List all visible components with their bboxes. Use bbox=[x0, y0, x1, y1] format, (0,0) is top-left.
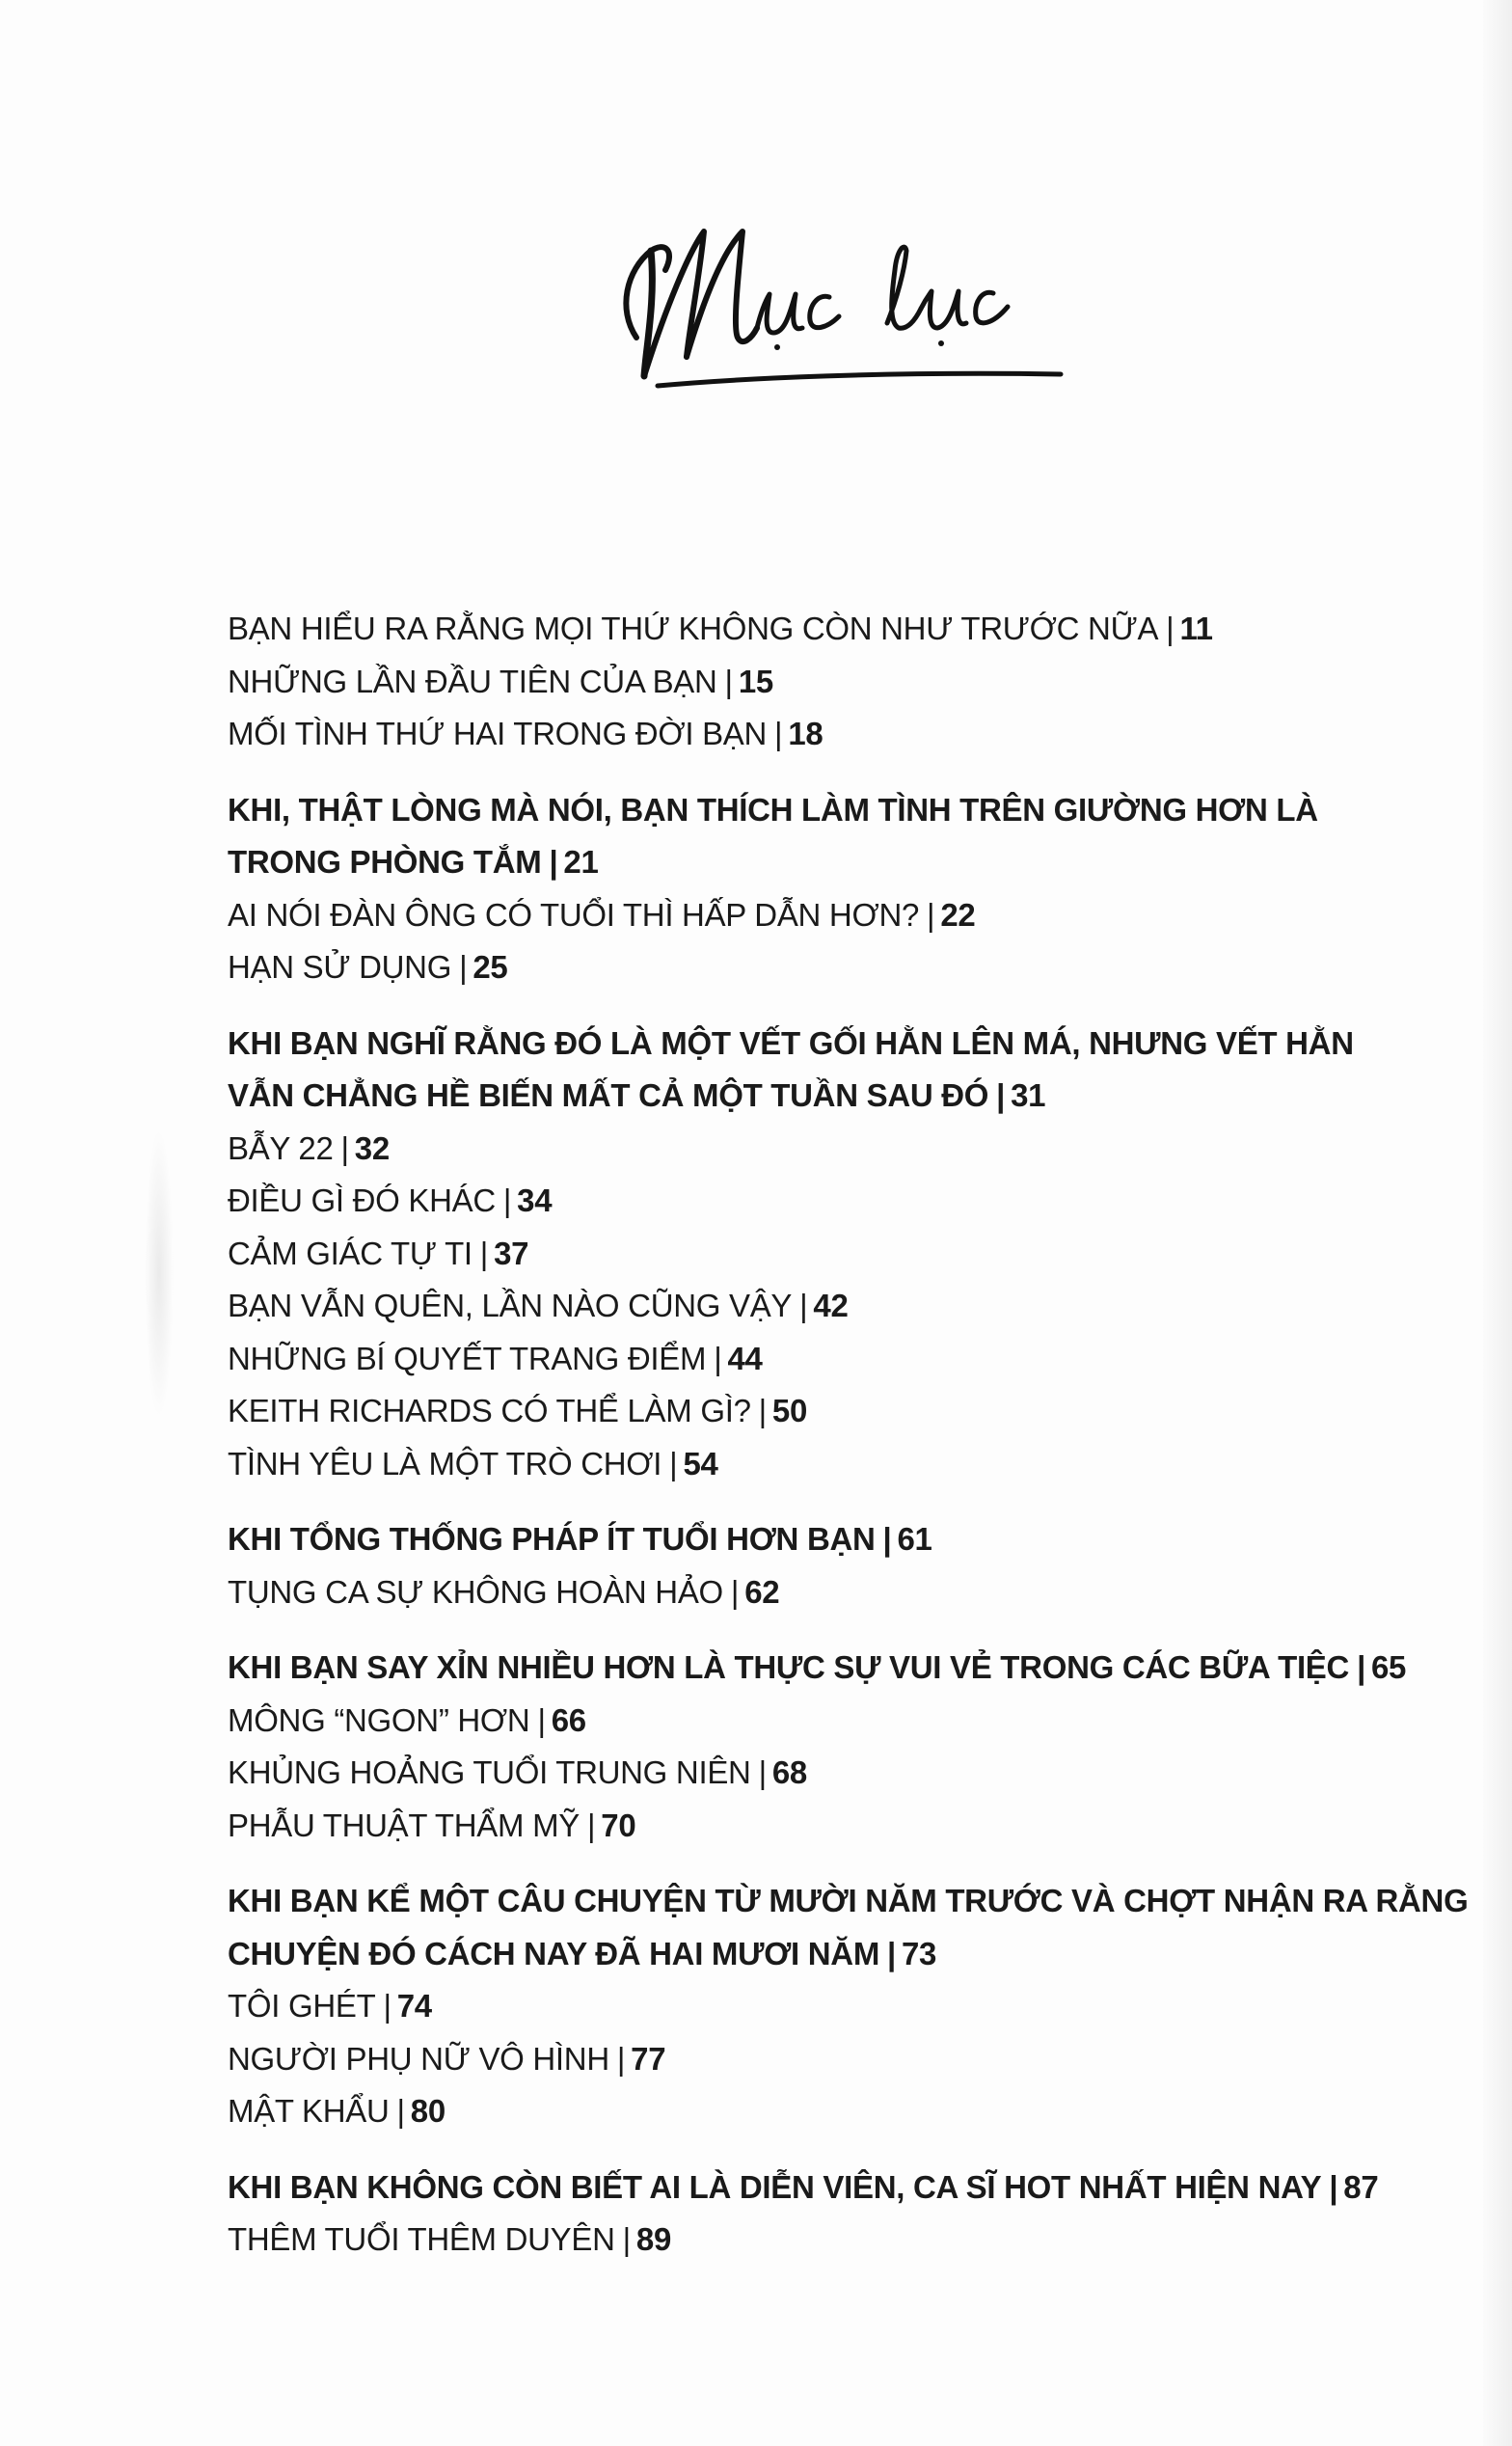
toc-section-title: ĐIỀU GÌ ĐÓ KHÁC bbox=[228, 1182, 496, 1218]
page-heading bbox=[598, 193, 1099, 424]
toc-section-entry bbox=[228, 2033, 1404, 2086]
toc-section-title: BẪY 22 bbox=[228, 1129, 334, 1166]
toc-separator: | bbox=[396, 2093, 405, 2129]
table-of-contents bbox=[228, 603, 1469, 2267]
toc-page-number: 15 bbox=[738, 663, 773, 699]
toc-section-title: NHỮNG BÍ QUYẾT TRANG ĐIỂM bbox=[228, 1340, 707, 1376]
toc-section-entry bbox=[228, 941, 1404, 994]
toc-page-number: 73 bbox=[901, 1935, 937, 1971]
toc-page-number: 42 bbox=[813, 1288, 849, 1323]
toc-separator: | bbox=[340, 1129, 349, 1166]
toc-page-number: 21 bbox=[563, 844, 599, 880]
toc-page-number: 61 bbox=[897, 1521, 932, 1557]
toc-separator: | bbox=[586, 1807, 596, 1843]
toc-chapter-line bbox=[228, 784, 1404, 837]
toc-page-number: 11 bbox=[1179, 611, 1213, 646]
toc-separator: | bbox=[882, 1521, 892, 1557]
toc-separator: | bbox=[887, 1935, 896, 1971]
toc-chapter-line bbox=[228, 1875, 1469, 1928]
toc-section-entry bbox=[228, 889, 1404, 942]
toc-page-number: 65 bbox=[1371, 1649, 1407, 1685]
toc-separator: | bbox=[758, 1393, 767, 1428]
toc-section-title: BẠN VẪN QUÊN, LẦN NÀO CŨNG VẬY bbox=[228, 1288, 793, 1323]
toc-chapter-line bbox=[228, 836, 1404, 889]
toc-section-entry bbox=[228, 603, 1404, 656]
toc-page-number: 87 bbox=[1343, 2168, 1379, 2205]
toc-chapter-title: KHI, THẬT LÒNG MÀ NÓI, BẠN THÍCH LÀM TÌNH TRÊN GIƯỜNG HƠN LÀ bbox=[228, 791, 1318, 828]
toc-chapter-title: KHI BẠN KHÔNG CÒN BIẾT AI LÀ DIỄN VIÊN, CA SĨ HOT NHẤT HIỆN NAY bbox=[228, 2168, 1322, 2205]
toc-section-entry bbox=[228, 1280, 1404, 1333]
toc-page-number: 80 bbox=[410, 2093, 446, 2129]
toc-separator: | bbox=[616, 2040, 626, 2077]
toc-separator: | bbox=[730, 1573, 740, 1610]
toc-separator: | bbox=[479, 1235, 489, 1271]
toc-chapter-line bbox=[228, 1928, 1404, 1981]
toc-chapter-title: CHUYỆN ĐÓ CÁCH NAY ĐÃ HAI MƯƠI NĂM bbox=[228, 1935, 880, 1971]
toc-section-entry bbox=[228, 708, 1404, 761]
toc-section-entry bbox=[228, 1980, 1404, 2033]
toc-chapter-title: KHI TỔNG THỐNG PHÁP ÍT TUỔI HƠN BẠN bbox=[228, 1521, 876, 1557]
toc-separator: | bbox=[669, 1445, 678, 1481]
toc-page-number: 50 bbox=[771, 1393, 808, 1428]
toc-page-number: 31 bbox=[1011, 1077, 1046, 1113]
toc-section-entry bbox=[228, 1333, 1404, 1386]
toc-section-entry bbox=[228, 2214, 1404, 2267]
toc-page-number: 74 bbox=[396, 1988, 432, 2024]
toc-section-entry bbox=[228, 1695, 1404, 1748]
toc-separator: | bbox=[1357, 1649, 1365, 1685]
toc-section-entry bbox=[228, 1438, 1404, 1491]
toc-chapter-title: KHI BẠN KỂ MỘT CÂU CHUYỆN TỪ MƯỜI NĂM TRƯỚC VÀ CHỢT NHẬN RA RẰNG bbox=[228, 1883, 1469, 1918]
toc-separator: | bbox=[1329, 2168, 1338, 2205]
toc-separator: | bbox=[799, 1288, 808, 1323]
toc-section-title: PHẪU THUẬT THẨM MỸ bbox=[228, 1807, 580, 1843]
toc-page-number: 89 bbox=[635, 2221, 672, 2257]
toc-page-number: 68 bbox=[771, 1754, 807, 1790]
toc-page-number: 34 bbox=[517, 1182, 553, 1218]
handwritten-heading-mark bbox=[598, 193, 1099, 424]
toc-section-entry bbox=[228, 1175, 1404, 1228]
toc-page-number: 44 bbox=[727, 1340, 763, 1376]
toc-section-entry bbox=[228, 1123, 1404, 1176]
toc-chapter-title: VẪN CHẲNG HỀ BIẾN MẤT CẢ MỘT TUẦN SAU ĐÓ bbox=[228, 1077, 989, 1113]
toc-page-number: 22 bbox=[940, 896, 976, 933]
toc-separator: | bbox=[549, 844, 558, 880]
toc-chapter-line bbox=[228, 1018, 1404, 1071]
toc-separator: | bbox=[714, 1340, 722, 1376]
toc-separator: | bbox=[502, 1182, 512, 1218]
toc-section-title: MỐI TÌNH THỨ HAI TRONG ĐỜI BẠN bbox=[228, 716, 768, 751]
toc-section-title: NGƯỜI PHỤ NỮ VÔ HÌNH bbox=[228, 2040, 609, 2077]
toc-separator: | bbox=[758, 1754, 767, 1790]
toc-section-entry bbox=[228, 1747, 1404, 1800]
toc-chapter-title: TRONG PHÒNG TẮM bbox=[228, 844, 542, 880]
toc-page-number: 77 bbox=[631, 2040, 666, 2077]
toc-section-title: AI NÓI ĐÀN ÔNG CÓ TUỔI THÌ HẤP DẪN HƠN? bbox=[228, 896, 920, 933]
toc-page-number: 66 bbox=[551, 1701, 586, 1738]
toc-page-number: 54 bbox=[683, 1445, 718, 1481]
toc-section-title: NHỮNG LẦN ĐẦU TIÊN CỦA BẠN bbox=[228, 663, 717, 699]
toc-page-number: 25 bbox=[472, 949, 508, 985]
toc-section-title: CẢM GIÁC TỰ TI bbox=[228, 1235, 472, 1271]
toc-section-title: TỤNG CA SỰ KHÔNG HOÀN HẢO bbox=[228, 1573, 723, 1610]
toc-chapter-title: KHI BẠN SAY XỈN NHIỀU HƠN LÀ THỰC SỰ VUI VẺ TRONG CÁC BỮA TIỆC bbox=[228, 1649, 1350, 1685]
toc-separator: | bbox=[459, 949, 468, 985]
toc-section-entry bbox=[228, 656, 1404, 709]
toc-page-number: 32 bbox=[354, 1129, 390, 1166]
scan-smudge bbox=[145, 1128, 174, 1418]
toc-separator: | bbox=[1166, 611, 1174, 646]
toc-section-title: MÔNG “NGON” HƠN bbox=[228, 1701, 530, 1738]
toc-page-number: 62 bbox=[744, 1573, 780, 1610]
toc-section-title: TÌNH YÊU LÀ MỘT TRÒ CHƠI bbox=[228, 1445, 662, 1481]
toc-section-entry bbox=[228, 1228, 1404, 1281]
toc-chapter-line bbox=[228, 2161, 1404, 2215]
toc-section-title: HẠN SỬ DỤNG bbox=[228, 949, 452, 985]
toc-separator: | bbox=[927, 896, 935, 933]
toc-section-title: KEITH RICHARDS CÓ THỂ LÀM GÌ? bbox=[228, 1393, 751, 1428]
toc-chapter-line bbox=[228, 1642, 1407, 1695]
toc-section-title: THÊM TUỔI THÊM DUYÊN bbox=[228, 2221, 615, 2257]
page-edge-shadow bbox=[1483, 0, 1512, 2446]
toc-page-number: 37 bbox=[494, 1235, 529, 1271]
toc-section-title: KHỦNG HOẢNG TUỔI TRUNG NIÊN bbox=[228, 1754, 751, 1790]
toc-separator: | bbox=[996, 1077, 1006, 1113]
toc-section-entry bbox=[228, 1385, 1404, 1438]
toc-section-entry bbox=[228, 1566, 1404, 1619]
toc-separator: | bbox=[774, 716, 783, 751]
toc-section-title: BẠN HIỂU RA RẰNG MỌI THỨ KHÔNG CÒN NHƯ TRƯỚC NỮA bbox=[228, 611, 1159, 646]
toc-section-entry bbox=[228, 2085, 1404, 2138]
toc-chapter-line bbox=[228, 1513, 1404, 1566]
toc-separator: | bbox=[383, 1988, 392, 2024]
toc-page-number: 18 bbox=[788, 716, 824, 751]
toc-section-entry bbox=[228, 1800, 1404, 1853]
toc-separator: | bbox=[724, 663, 733, 699]
toc-separator: | bbox=[622, 2221, 631, 2257]
toc-section-title: TÔI GHÉT bbox=[228, 1988, 376, 2024]
toc-page-number: 70 bbox=[601, 1807, 636, 1843]
toc-section-title: MẬT KHẨU bbox=[228, 2093, 390, 2129]
toc-separator: | bbox=[537, 1701, 546, 1738]
toc-chapter-title: KHI BẠN NGHĨ RẰNG ĐÓ LÀ MỘT VẾT GỐI HẰN LÊN MÁ, NHƯNG VẾT HẰN bbox=[228, 1024, 1354, 1061]
toc-chapter-line bbox=[228, 1070, 1404, 1123]
